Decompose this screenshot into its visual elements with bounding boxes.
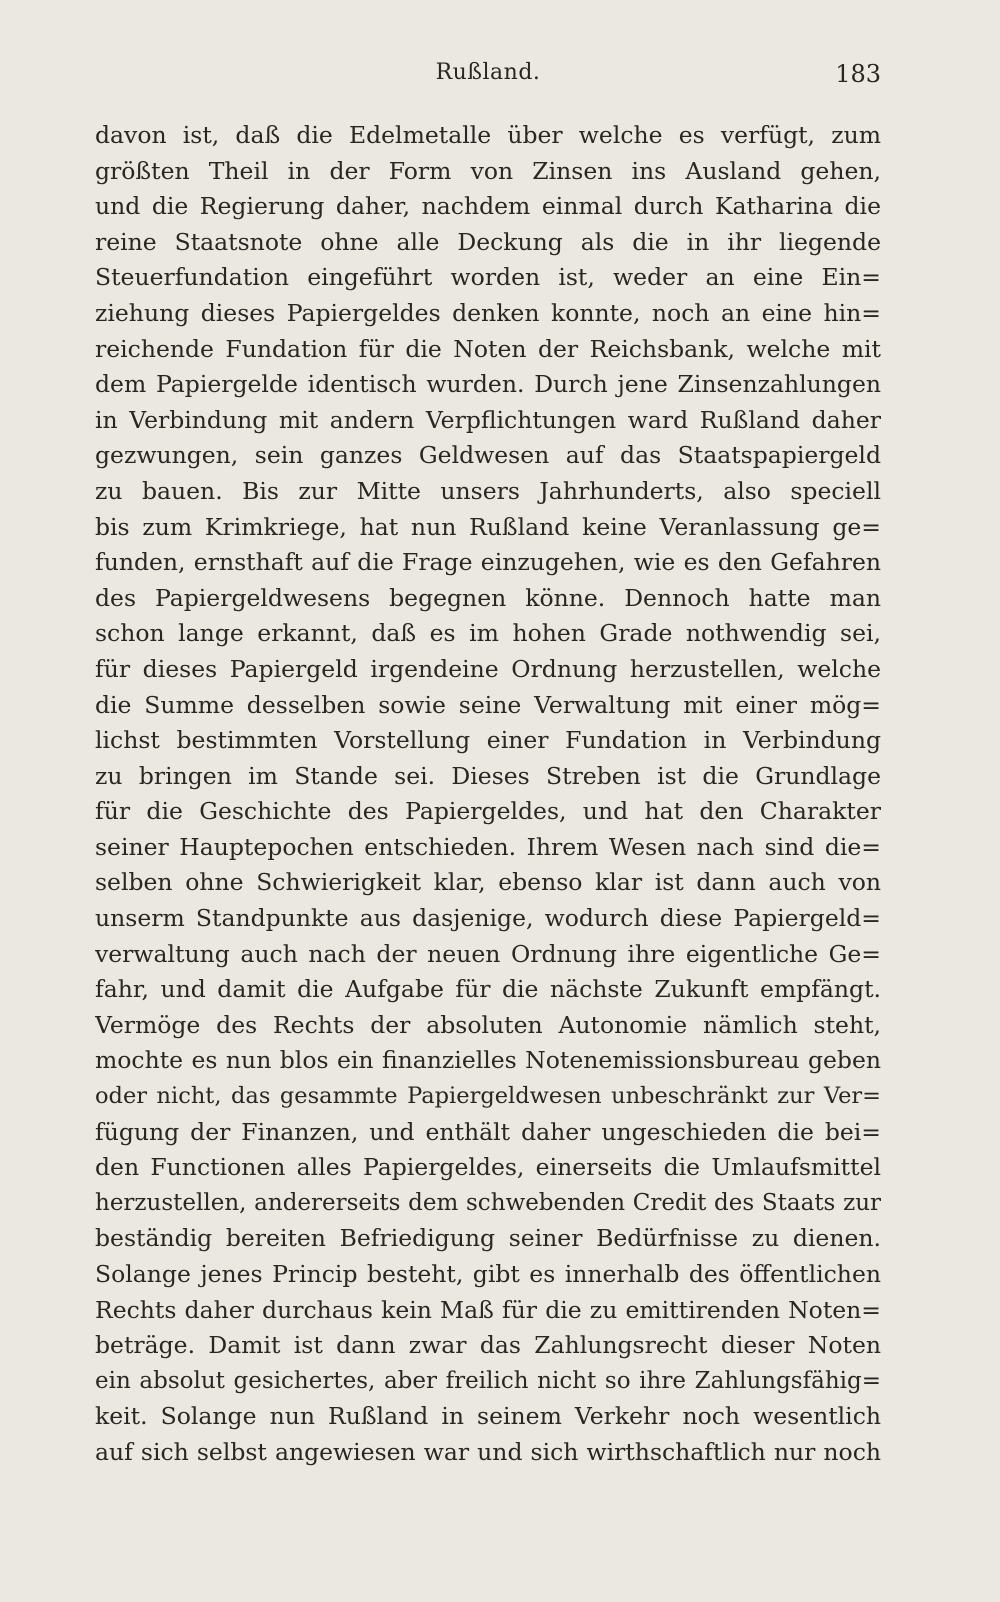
- text-line: ein absolut gesichertes, aber freilich nicht so ihre Zahlungsfähig=: [95, 1367, 881, 1394]
- text-line: oder nicht, das gesammte Papiergeldwesen unbeschränkt zur Ver=: [95, 1083, 881, 1110]
- page-number: 183: [835, 60, 881, 88]
- text-line: beträge. Damit ist dann zwar das Zahlungsrecht dieser Noten: [95, 1331, 881, 1360]
- running-title: Rußland.: [435, 60, 541, 85]
- text-line: in Verbindung mit andern Verpflichtungen ward Rußland daher: [95, 405, 881, 434]
- text-line: für dieses Papiergeld irgendeine Ordnung herzustellen, welche: [95, 654, 881, 683]
- text-line: seiner Hauptepochen entschieden. Ihrem Wesen nach sind die=: [95, 832, 881, 861]
- text-line: mochte es nun blos ein finanzielles Notenemissionsbureau geben: [95, 1046, 881, 1075]
- text-line: die Summe desselben sowie seine Verwaltung mit einer mög=: [95, 690, 881, 719]
- text-line: des Papiergeldwesens begegnen könne. Dennoch hatte man: [95, 583, 881, 612]
- text-line: auf sich selbst angewiesen war und sich wirthschaftlich nur noch: [95, 1437, 881, 1466]
- text-line: reine Staatsnote ohne alle Deckung als die in ihr liegende: [95, 227, 881, 256]
- running-head: [95, 60, 881, 92]
- text-line: dem Papiergelde identisch wurden. Durch jene Zinsenzahlungen: [95, 370, 881, 399]
- text-line: Rechts daher durchaus kein Maß für die zu emittirenden Noten=: [95, 1295, 881, 1324]
- text-line: Steuerfundation eingeführt worden ist, weder an eine Ein=: [95, 263, 881, 292]
- text-line: verwaltung auch nach der neuen Ordnung ihre eigentliche Ge=: [95, 939, 881, 968]
- text-line: und die Regierung daher, nachdem einmal durch Katharina die: [95, 192, 881, 221]
- text-line: schon lange erkannt, daß es im hohen Grade nothwendig sei,: [95, 619, 881, 648]
- text-line: Vermöge des Rechts der absoluten Autonomie nämlich steht,: [95, 1010, 881, 1039]
- text-line: selben ohne Schwierigkeit klar, ebenso klar ist dann auch von: [95, 868, 881, 897]
- text-line: gezwungen, sein ganzes Geldwesen auf das Staatspapiergeld: [95, 441, 881, 470]
- text-line: funden, ernsthaft auf die Frage einzugehen, wie es den Gefahren: [95, 548, 881, 577]
- text-line: fügung der Finanzen, und enthält daher ungeschieden die bei=: [95, 1117, 881, 1146]
- text-line: ziehung dieses Papiergeldes denken konnte, noch an eine hin=: [95, 298, 881, 327]
- text-line: zu bauen. Bis zur Mitte unsers Jahrhunderts, also speciell: [95, 476, 881, 505]
- text-line: herzustellen, andererseits dem schwebenden Credit des Staats zur: [95, 1189, 881, 1216]
- text-line: Solange jenes Princip besteht, gibt es innerhalb des öffentlichen: [95, 1260, 881, 1288]
- text-line: zu bringen im Stande sei. Dieses Streben ist die Grundlage: [95, 761, 881, 790]
- text-line: lichst bestimmten Vorstellung einer Fundation in Verbindung: [95, 726, 881, 755]
- text-line: reichende Fundation für die Noten der Reichsbank, welche mit: [95, 334, 881, 363]
- text-line: den Functionen alles Papiergeldes, einerseits die Umlaufsmittel: [95, 1153, 881, 1182]
- text-line: davon ist, daß die Edelmetalle über welche es verfügt, zum: [95, 121, 881, 149]
- text-line: unserm Standpunkte aus dasjenige, wodurch diese Papiergeld=: [95, 904, 881, 933]
- text-line: beständig bereiten Befriedigung seiner Bedürfnisse zu dienen.: [95, 1224, 881, 1253]
- text-line: keit. Solange nun Rußland in seinem Verkehr noch wesentlich: [95, 1402, 881, 1431]
- text-line: größten Theil in der Form von Zinsen ins Ausland gehen,: [95, 156, 881, 185]
- body-text: [95, 118, 881, 1471]
- text-line: für die Geschichte des Papiergeldes, und hat den Charakter: [95, 797, 881, 826]
- text-line: fahr, und damit die Aufgabe für die nächste Zukunft empfängt.: [95, 975, 881, 1004]
- text-line: bis zum Krimkriege, hat nun Rußland keine Veranlassung ge=: [95, 512, 881, 541]
